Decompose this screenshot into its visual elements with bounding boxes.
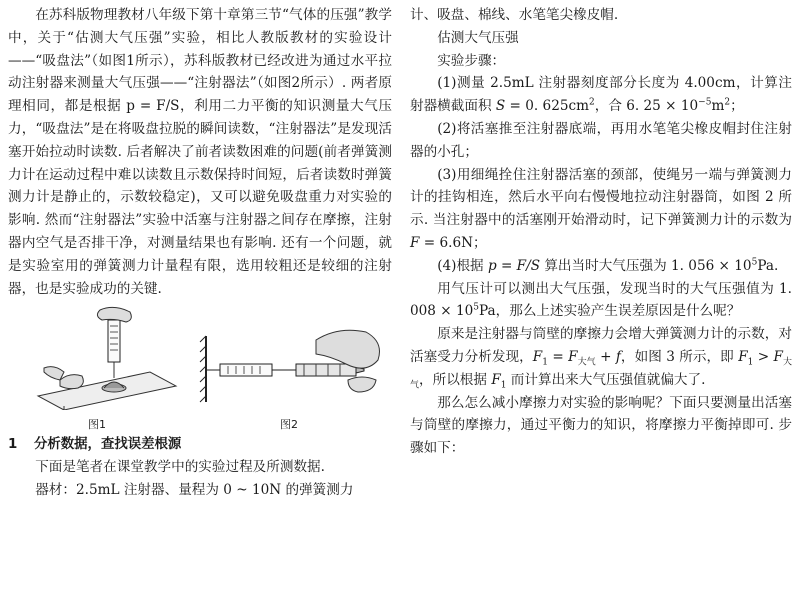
figure-2-caption: 图2 — [280, 418, 298, 432]
step-2: (2)将活塞推至注射器底端，再用水笔笔尖橡皮帽封住注射器的小孔； — [410, 120, 792, 160]
procedure-intro-paragraph: 下面是笔者在课堂教学中的实验过程及所测数据. — [35, 459, 325, 476]
step-3: (3)用细绳拴住注射器活塞的颈部，使绳另一端与弹簧测力计的挂钩相连，然后水平向右慢慢地拉动注射器筒，如图 2 所示. 当注射器中的活塞刚开始滑动时，记下弹簧测力计的示数为 F = 6.6N； — [410, 166, 792, 251]
equipment-paragraph: 器材：2.5mL 注射器、量程为 0 ~ 10N 的弹簧测力 — [35, 482, 354, 499]
step-1: (1)测量 2.5mL 注射器刻度部分长度为 4.00cm，计算注射器横截面积 S = 0. $625cm^2$，合 6. $25 \times 10^{-5}m^2$； — [410, 75, 792, 115]
equipment-continued: 计、吸盘、棉线、水笔笔尖橡皮帽. — [410, 7, 619, 23]
section-title: 分析数据，查找误差根源 — [34, 437, 182, 453]
left-column — [8, 0, 392, 502]
figure-1-suction-cup-illustration — [30, 306, 180, 410]
step-4: (4)根据 p = F/S 算出当时大气压强为 1. $056 \times 10^5Pa$. — [437, 257, 779, 274]
figure-1-caption: 图1 — [88, 418, 106, 432]
experiment-heading: 估测大气压强 — [437, 29, 519, 46]
figure-2-syringe-illustration — [198, 314, 386, 410]
right-column — [410, 0, 792, 460]
intro-paragraph: 在苏科版物理教材八年级下第十章第三节“气体的压强”教学中，关于“估测大气压强”实验，相比人教版教材的实验设计——“吸盘法”（如图1所示），苏科版教材已经改进为通过水平拉动注射器来测量大气压强——“注射器法”（如图2所示）. 两者原理相同，都是根据 p = F/S，利用二力平衡的知识测量大气压力，“吸盘法”是在将吸盘拉脱的瞬间读数，“注射器法”是发现活塞开始拉动时读数. 后者解决了前者读数困难的问题(前者弹簧测力计在运动过程中难以读数且示数保持时间短，后者读数时弹簧测力计是静止的，示数较稳定)，又可以避免吸盘重力对实验的影响. 然而“注射器法”实验中活塞与注射器之间存在摩擦，注射器内空气是否排干净，对测量结果也有影响. 还有一个问题，就是实验室用的弹簧测力计量程有限，选用较粗还是较细的注射器，也是实验成功的关键. — [8, 7, 392, 297]
barometer-paragraph: 用气压计可以测出大气压强，发现当时的大气压强值为 1. $008 \times 10^5Pa$，那么上述实验产生误差原因是什么呢？ — [410, 280, 792, 320]
figures-area — [8, 306, 392, 434]
section-heading — [8, 434, 392, 456]
reduce-friction-paragraph: 那么怎么减小摩擦力对实验的影响呢？下面只要测量出活塞与筒壁的摩擦力，通过平衡力的知识，将摩擦力平衡掉即可. 步骤如下： — [410, 394, 792, 457]
section-number: 1 — [8, 437, 18, 453]
steps-label: 实验步骤： — [437, 52, 506, 69]
friction-analysis-paragraph: 原来是注射器与筒壁的摩擦力会增大弹簧测力计的示数，对活塞受力分析发现，$F_1 = F_{大气} + f$，如图 3 所示，即 $F_1 > F_{大气}$，所以根据 $F_1$ 而计算出来大气压强值就偏大了. — [410, 326, 792, 391]
